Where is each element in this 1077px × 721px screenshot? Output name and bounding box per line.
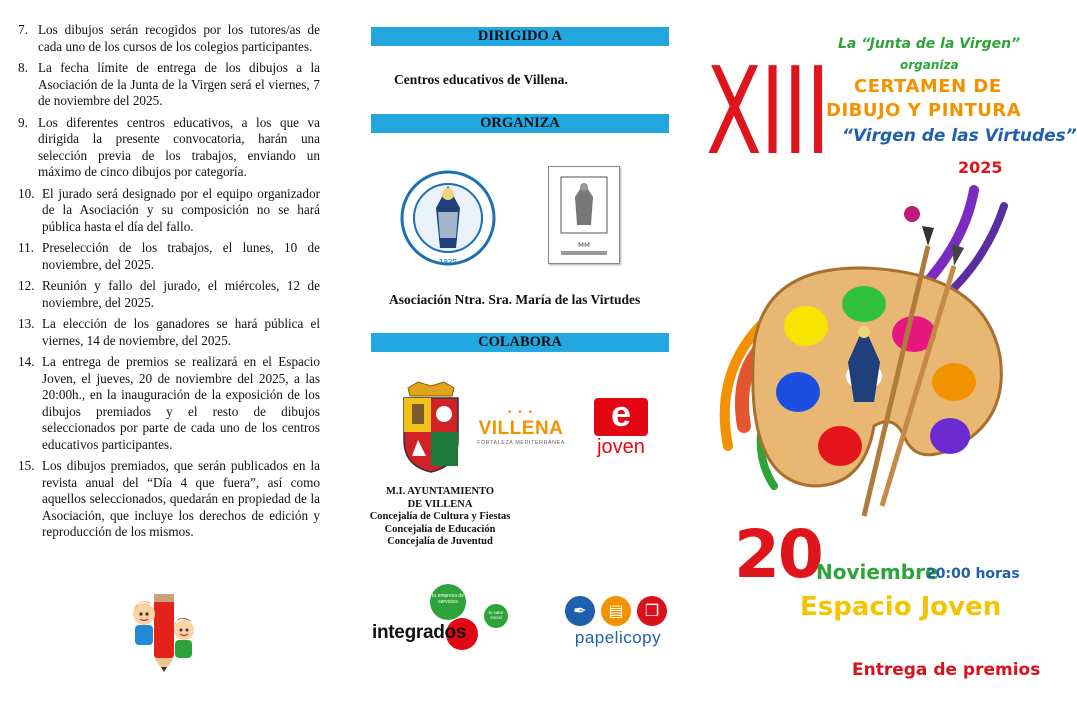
poster-place: Espacio Joven bbox=[800, 592, 1002, 622]
ayto-line: Concejalía de Cultura y Fiestas bbox=[369, 511, 511, 522]
villena-logo-text: VILLENA bbox=[478, 418, 564, 439]
ayto-line: Concejalía de Juventud bbox=[387, 536, 493, 547]
rule-item bbox=[18, 115, 320, 181]
rule-text: El jurado será designado por el equipo organizador de la Asociación y su composición no se hará pública hasta el día del fallo. bbox=[42, 185, 320, 234]
rule-number: 8. bbox=[18, 60, 28, 75]
dirigido-text: Centros educativos de Villena. bbox=[394, 72, 568, 87]
palette-icon bbox=[714, 186, 1014, 520]
virgin-frame-image bbox=[548, 166, 620, 264]
rule-number: 9. bbox=[18, 114, 28, 130]
poster-dibujo: DIBUJO Y PINTURA bbox=[826, 100, 1022, 121]
rule-item bbox=[18, 354, 320, 453]
rule-item bbox=[18, 240, 320, 273]
colabora-heading: COLABORA bbox=[371, 333, 669, 352]
rule-item bbox=[18, 278, 320, 311]
ayto-line: Concejalía de Educación bbox=[384, 523, 496, 535]
poster-certamen: CERTAMEN DE bbox=[854, 76, 1002, 97]
integrados-logo bbox=[368, 584, 518, 654]
book-icon: ▤ bbox=[601, 596, 631, 626]
poster-organizer: La “Junta de la Virgen” bbox=[838, 36, 1021, 52]
copy-icon: ❐ bbox=[637, 596, 667, 626]
poster-virgen: “Virgen de las Virtudes” bbox=[842, 126, 1077, 146]
villena-logo-sub: FORTALEZA MEDITERRÁNEA bbox=[477, 440, 565, 446]
poster-time: 20:00 horas bbox=[926, 566, 1020, 582]
poster-year: 2025 bbox=[958, 158, 1003, 177]
rule-number: 7. bbox=[18, 22, 28, 37]
rule-text: La fecha límite de entrega de los dibujos a la Asociación de la Junta de la Virgen será el viernes, 7 de noviembre del 2025. bbox=[38, 60, 320, 108]
integrados-bubble-1: tu empresa de servicios bbox=[432, 593, 464, 605]
rule-item bbox=[18, 186, 320, 236]
rule-item bbox=[18, 60, 320, 110]
rule-text: Los dibujos premiados, que serán publicados en la revista anual del “Día 4 que fuera”, así como aquellos seleccionados, quedarán en propiedad de la Asociación, que incluye los derechos de edición y reproducción de los mismos. bbox=[42, 458, 320, 539]
rule-text: Los dibujos serán recogidos por los tutores/as de cada uno de los cursos de los colegios participantes. bbox=[38, 22, 320, 54]
organiza-text: Asociación Ntra. Sra. María de las Virtudes bbox=[389, 292, 641, 307]
rule-number: 10. bbox=[18, 185, 35, 201]
rule-text: La elección de los ganadores se hará pública el viernes, 14 de noviembre, del 2025. bbox=[42, 316, 320, 348]
pen-icon: ✒ bbox=[565, 596, 595, 626]
svg-text:1925: 1925 bbox=[439, 258, 457, 266]
papelicopy-logo bbox=[562, 596, 674, 648]
poster-event: Entrega de premios bbox=[852, 660, 1041, 680]
espacio-joven-logo: e joven bbox=[588, 398, 654, 458]
rule-number: 12. bbox=[18, 278, 35, 293]
rule-text: Reunión y fallo del jurado, el miércoles, 12 de noviembre, del 2025. bbox=[42, 278, 320, 310]
integrados-text: integrados bbox=[372, 622, 467, 643]
svg-text:ᴍᴍ: ᴍᴍ bbox=[577, 240, 591, 249]
joven-logo-text: joven bbox=[597, 436, 645, 458]
poster-month: Noviembre bbox=[816, 560, 939, 584]
dirigido-heading: DIRIGIDO A bbox=[371, 27, 669, 46]
poster-day: 20 bbox=[734, 516, 822, 593]
association-seal-icon bbox=[400, 168, 496, 268]
rule-number: 15. bbox=[18, 458, 35, 473]
rule-number: 11. bbox=[18, 240, 34, 255]
ayuntamiento-credits bbox=[360, 486, 520, 549]
rule-item bbox=[18, 316, 320, 349]
rule-number: 14. bbox=[18, 354, 35, 369]
villena-logo: • • • VILLENA FORTALEZA MEDITERRÁNEA bbox=[477, 407, 565, 446]
ayto-line: DE VILLENA bbox=[407, 498, 473, 510]
ayto-line: M.I. AYUNTAMIENTO bbox=[385, 486, 495, 497]
rule-text: Los diferentes centros educativos, a los que va dirigida la presente convocatoria, harán una selección previa de los trabajos, enviando un máximo de cinco dibujos por categoría. bbox=[38, 114, 320, 179]
rule-item bbox=[18, 458, 320, 541]
rules-list bbox=[18, 22, 320, 546]
shield-crest-icon bbox=[398, 380, 464, 476]
organiza-heading: ORGANIZA bbox=[371, 114, 669, 133]
rule-text: Preselección de los trabajos, el lunes, 10 de noviembre, del 2025. bbox=[42, 240, 320, 272]
rule-text: La entrega de premios se realizará en el Espacio Joven, el jueves, 20 de noviembre del 2025, a las 20:00h., en la inauguración de la exposición de los dibujos premiados y el resto de dibujos seleccionados por parte de cada uno de los centros educativos participantes. bbox=[42, 354, 320, 452]
poster-organiza: organiza bbox=[900, 58, 959, 72]
rule-item bbox=[18, 22, 320, 55]
papelicopy-text: papelicopy bbox=[574, 628, 662, 647]
pencil-kids-icon bbox=[128, 586, 200, 674]
integrados-bubble-2: tu valor social bbox=[488, 610, 504, 620]
rule-number: 13. bbox=[18, 316, 35, 331]
poster-numeral: XIII bbox=[706, 43, 829, 182]
